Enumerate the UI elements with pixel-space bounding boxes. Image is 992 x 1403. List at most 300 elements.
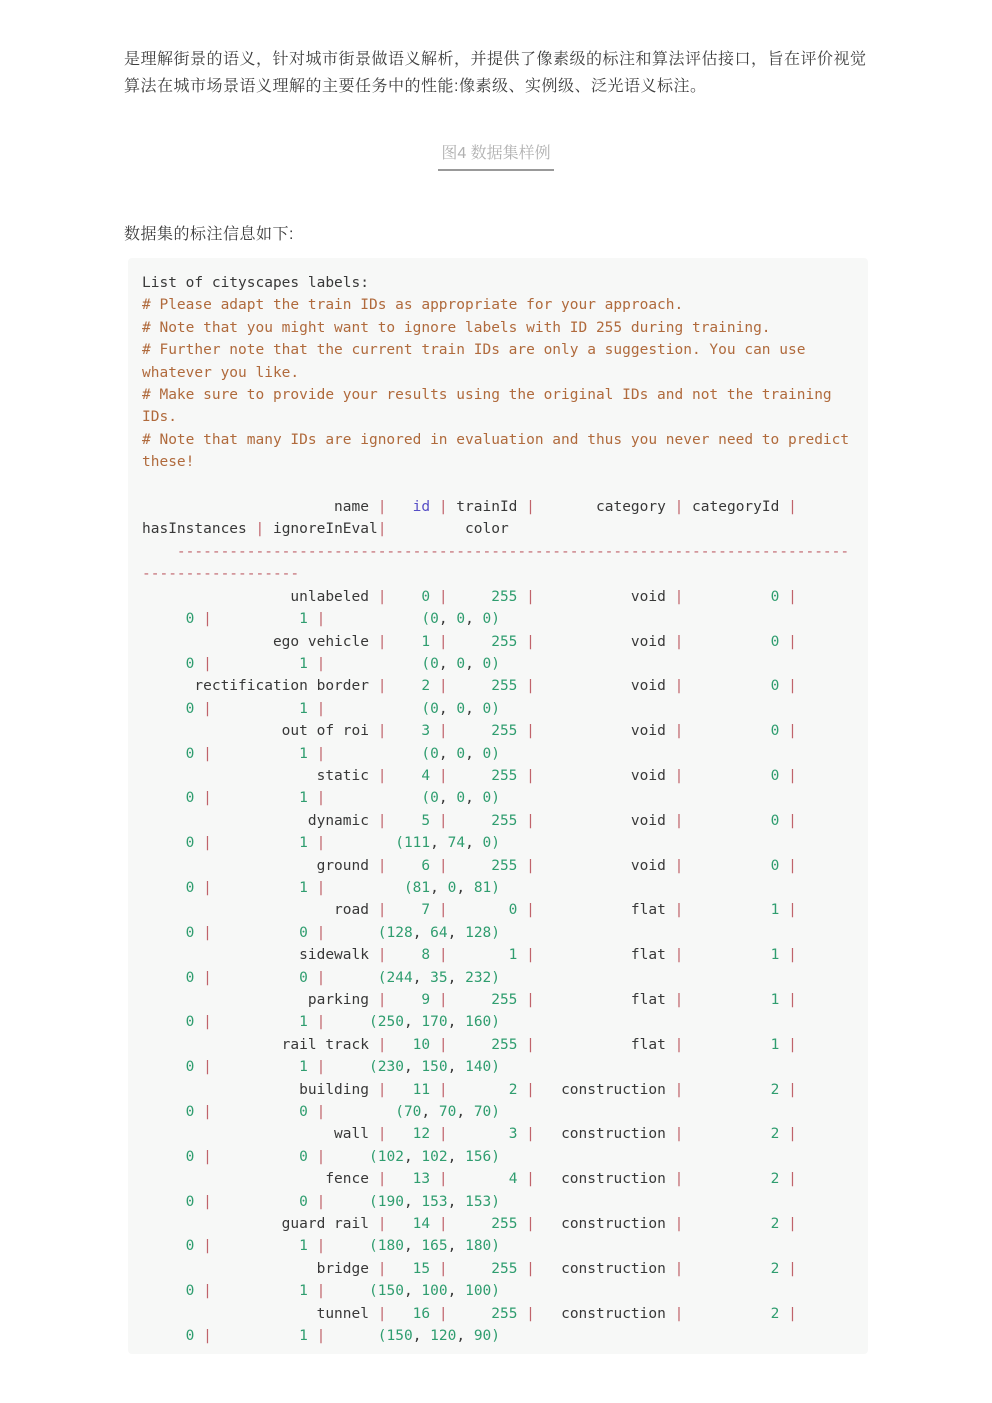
code-token-plain	[430, 589, 439, 605]
code-token-plain	[779, 992, 788, 1008]
code-token-delim: |	[377, 588, 387, 605]
code-token-plain	[194, 1283, 203, 1299]
code-token-delim: |	[526, 1081, 535, 1098]
code-token-delim: |	[674, 633, 684, 650]
code-token-number: 255	[491, 588, 518, 605]
code-token-number: 0	[299, 969, 308, 986]
code-token-plain	[212, 611, 299, 627]
code-token-plain	[448, 634, 492, 650]
code-token-number: 10	[412, 1036, 431, 1053]
code-token-number: 255	[491, 857, 518, 874]
code-token-plain: ,	[465, 700, 483, 717]
code-token-plain	[430, 678, 439, 694]
code-token-number: (190	[369, 1193, 404, 1210]
code-token-delim: |	[788, 812, 797, 829]
code-token-delim: |	[203, 745, 212, 762]
code-token-plain	[683, 1216, 770, 1232]
code-token-number: 0	[456, 655, 466, 672]
code-token-number: (0	[421, 611, 439, 628]
code-token-delim: |	[526, 678, 535, 695]
code-token-delim: |	[377, 499, 387, 516]
code-token-plain: ,	[447, 969, 466, 986]
code-token-plain	[517, 947, 526, 963]
code-token-comment: # Further note that the current train IDs are only a suggestion. You can use	[142, 342, 806, 359]
code-token-plain	[308, 790, 317, 806]
code-token-delim: |	[316, 1193, 326, 1210]
code-token-plain: ,	[465, 835, 483, 852]
code-token-plain	[325, 790, 421, 806]
code-token-plain	[386, 768, 421, 784]
code-token-plain: construction	[534, 1081, 675, 1098]
code-token-delim: |	[316, 655, 326, 672]
article-page	[124, 0, 868, 1354]
code-token-plain: ,	[456, 1104, 474, 1121]
code-token-number: 16	[412, 1305, 431, 1322]
code-token-plain: color	[386, 521, 509, 538]
code-token-plain	[308, 1014, 317, 1030]
code-token-plain	[142, 656, 186, 672]
code-token-number: 120	[430, 1328, 457, 1345]
code-token-delim: |	[316, 879, 326, 896]
code-token-delim: |	[316, 745, 326, 762]
code-token-number: 1	[299, 655, 308, 672]
code-token-plain	[430, 499, 439, 515]
code-token-delim: |	[788, 633, 797, 650]
code-token-number: 35	[430, 969, 448, 986]
code-token-number: 255	[491, 812, 518, 829]
code-token-plain	[430, 768, 439, 784]
code-token-plain: flat	[534, 992, 675, 1008]
code-token-plain	[517, 634, 526, 650]
code-token-delim: |	[438, 1036, 448, 1053]
code-token-plain: ignoreInEval	[264, 521, 378, 538]
code-token-delim: |	[674, 1171, 684, 1188]
code-token-delim: |	[788, 723, 797, 740]
code-token-delim: |	[377, 633, 387, 650]
code-token-plain	[779, 589, 788, 605]
code-token-plain: fence	[142, 1171, 378, 1188]
code-token-number: 0	[447, 879, 457, 896]
code-token-delim: |	[788, 857, 797, 874]
code-token-plain: ,	[403, 1059, 422, 1076]
code-token-plain	[517, 813, 526, 829]
code-token-delim: |	[377, 857, 387, 874]
code-token-plain	[517, 678, 526, 694]
code-token-plain: ,	[438, 790, 457, 807]
code-token-delim: |	[316, 835, 326, 852]
code-token-delim: |	[377, 767, 387, 784]
code-token-delim: |	[526, 588, 535, 605]
code-token-delim: |	[788, 902, 797, 919]
code-token-number: 0	[299, 1104, 308, 1121]
code-token-delim: |	[377, 947, 387, 964]
code-token-plain: List of cityscapes labels:	[142, 275, 369, 291]
code-token-delim: |	[377, 1171, 387, 1188]
code-token-plain	[779, 1171, 788, 1187]
code-token-plain	[142, 1238, 186, 1254]
code-token-delim: |	[438, 588, 448, 605]
code-token-plain	[308, 1238, 317, 1254]
code-token-delim: |	[377, 1126, 387, 1143]
code-token-delim: |	[316, 1059, 326, 1076]
code-token-plain	[386, 1082, 412, 1098]
code-token-delim: |	[526, 857, 535, 874]
code-token-plain	[386, 947, 421, 963]
code-token-number: (0	[421, 700, 439, 717]
code-token-number: 1	[299, 700, 308, 717]
code-token-delim: |	[255, 521, 265, 538]
code-token-plain	[212, 1104, 299, 1120]
code-token-plain	[194, 925, 203, 941]
code-token-delim: |	[674, 857, 684, 874]
code-token-number: 70)	[473, 1104, 501, 1121]
code-token-plain	[142, 925, 186, 941]
code-token-plain	[779, 858, 788, 874]
code-token-delim: |	[316, 924, 326, 941]
code-token-delim: |	[203, 655, 212, 672]
code-token-delim: |	[788, 1126, 797, 1143]
code-token-plain: ,	[447, 1283, 466, 1300]
code-token-plain	[194, 1104, 203, 1120]
code-token-number: 0)	[482, 700, 501, 717]
code-token-plain: categoryId	[683, 499, 789, 516]
code-token-plain: building	[142, 1081, 378, 1098]
code-token-plain	[448, 1037, 492, 1053]
code-token-plain	[325, 1104, 395, 1120]
code-token-plain: flat	[534, 902, 675, 919]
code-token-plain: void	[534, 588, 675, 605]
code-token-plain: rectification border	[142, 678, 378, 695]
code-token-plain: trainId	[447, 499, 527, 516]
code-token-number: 70	[438, 1104, 457, 1121]
code-token-plain	[212, 701, 299, 717]
code-token-number: 0	[770, 678, 780, 695]
code-token-plain	[430, 1306, 439, 1322]
code-token-delim: |	[438, 1305, 448, 1322]
code-token-plain	[194, 611, 203, 627]
code-token-number: 2	[770, 1260, 780, 1277]
code-token-delim: |	[674, 678, 684, 695]
code-token-delim: |	[316, 1148, 326, 1165]
code-token-number: 255	[491, 678, 518, 695]
code-token-number: 1	[770, 902, 780, 919]
code-token-number: 74	[447, 835, 466, 852]
code-token-plain: name	[142, 499, 378, 516]
code-token-plain	[683, 678, 770, 694]
code-token-delim: |	[316, 1238, 326, 1255]
code-token-number: (102	[369, 1148, 404, 1165]
code-token-delim: |	[788, 1260, 797, 1277]
code-token-delim: |	[526, 499, 535, 516]
code-token-plain: ,	[421, 1104, 439, 1121]
code-token-plain: static	[142, 767, 378, 784]
code-token-delim: |	[674, 723, 684, 740]
code-token-number: 0	[185, 655, 195, 672]
code-token-number: 128)	[465, 924, 501, 941]
code-token-delim: |	[526, 812, 535, 829]
code-token-plain	[517, 902, 526, 918]
code-token-plain	[194, 1059, 203, 1075]
code-token-plain	[779, 1082, 788, 1098]
code-token-delim: -----------------------------------------------------------------------------	[176, 543, 850, 560]
code-token-delim: |	[526, 947, 535, 964]
code-token-plain	[517, 1037, 526, 1053]
code-token-number: 90)	[473, 1328, 501, 1345]
code-token-number: 2	[508, 1081, 518, 1098]
code-token-delim: |	[788, 767, 797, 784]
code-token-plain	[683, 813, 770, 829]
code-token-plain	[386, 678, 421, 694]
code-token-delim: |	[788, 992, 797, 1008]
code-token-number: 255	[491, 633, 518, 650]
code-token-comment: IDs.	[142, 409, 177, 426]
code-token-delim: |	[674, 1260, 684, 1277]
code-token-number: 170	[421, 1014, 448, 1031]
code-token-plain	[142, 1194, 186, 1210]
code-token-plain: ,	[412, 1328, 431, 1345]
code-token-delim: |	[316, 1283, 326, 1300]
code-token-delim: |	[526, 1216, 535, 1233]
code-token-plain: ,	[403, 1148, 422, 1165]
code-token-plain	[308, 746, 317, 762]
code-token-plain	[386, 902, 421, 918]
code-token-delim: |	[438, 1126, 448, 1143]
code-token-number: 0	[770, 812, 780, 829]
code-token-plain	[448, 1261, 492, 1277]
code-token-plain	[683, 589, 770, 605]
code-token-delim: |	[203, 1283, 212, 1300]
code-token-plain	[308, 1194, 317, 1210]
code-token-plain	[325, 1238, 369, 1254]
code-token-number: 0	[770, 633, 780, 650]
code-token-delim: |	[438, 947, 448, 964]
code-token-plain	[448, 902, 509, 918]
code-token-plain	[308, 1149, 317, 1165]
code-token-plain	[430, 634, 439, 650]
code-token-delim: |	[674, 1081, 684, 1098]
code-token-plain: bridge	[142, 1260, 378, 1277]
code-token-delim: |	[674, 1126, 684, 1143]
code-token-number: 3	[508, 1126, 518, 1143]
code-token-plain: parking	[142, 992, 378, 1008]
code-token-delim: ------------------	[142, 566, 300, 583]
code-token-plain	[325, 970, 377, 986]
code-token-plain	[325, 1328, 377, 1344]
code-token-plain	[212, 925, 299, 941]
code-token-plain	[430, 992, 439, 1008]
code-token-plain: ,	[465, 655, 483, 672]
code-token-number: 165	[421, 1238, 448, 1255]
code-token-number: (180	[369, 1238, 404, 1255]
code-token-plain	[517, 1126, 526, 1142]
figure-caption: 图4 数据集样例	[438, 142, 553, 171]
code-token-number: 0	[185, 790, 195, 807]
code-token-number: 0	[421, 588, 431, 605]
code-token-number: 255	[491, 1260, 518, 1277]
code-token-delim: |	[438, 767, 448, 784]
code-token-delim: |	[377, 1305, 387, 1322]
code-token-plain	[308, 611, 317, 627]
code-token-number: 4	[421, 767, 431, 784]
code-token-number: 255	[491, 1216, 518, 1233]
code-token-plain	[683, 1037, 770, 1053]
code-token-plain: ,	[447, 1014, 466, 1031]
code-token-plain	[194, 656, 203, 672]
code-token-plain	[430, 1261, 439, 1277]
code-token-plain: ,	[403, 1193, 422, 1210]
code-token-number: 1	[508, 947, 518, 964]
code-token-delim: |	[438, 499, 448, 516]
code-token-number: 153)	[465, 1193, 501, 1210]
code-token-plain	[779, 902, 788, 918]
code-token-delim: |	[788, 499, 797, 516]
code-token-number: 2	[770, 1305, 780, 1322]
code-token-delim: |	[203, 790, 212, 807]
code-token-number: 64	[430, 924, 448, 941]
code-token-plain	[430, 813, 439, 829]
code-block	[128, 258, 868, 1354]
code-token-number: 255	[491, 723, 518, 740]
code-token-number: 0	[770, 767, 780, 784]
code-token-delim: |	[526, 723, 535, 740]
code-token-number: (244	[377, 969, 413, 986]
code-token-number: 0	[185, 924, 195, 941]
code-token-comment: # Please adapt the train IDs as appropriate for your approach.	[142, 297, 684, 314]
code-token-plain	[212, 880, 299, 896]
code-token-plain	[448, 947, 509, 963]
code-token-delim: |	[377, 723, 387, 740]
code-token-plain: ,	[447, 1193, 466, 1210]
code-token-delim: |	[203, 879, 212, 896]
code-token-delim: |	[674, 499, 684, 516]
code-token-plain	[194, 880, 203, 896]
code-token-number: 0	[299, 924, 308, 941]
code-token-plain: ,	[456, 879, 474, 896]
code-token-delim: |	[316, 700, 326, 717]
code-token-plain	[386, 1216, 412, 1232]
code-token-number: 0)	[482, 835, 501, 852]
code-token-number: 0	[185, 700, 195, 717]
code-token-plain	[386, 1261, 412, 1277]
code-token-plain	[194, 746, 203, 762]
code-token-number: (70	[395, 1104, 422, 1121]
code-token-plain	[212, 790, 299, 806]
code-token-number: 0)	[482, 655, 501, 672]
code-token-plain	[212, 1238, 299, 1254]
code-token-delim: |	[316, 1104, 326, 1121]
code-token-comment: whatever you like.	[142, 364, 300, 381]
code-token-delim: |	[674, 812, 684, 829]
code-token-plain: void	[534, 857, 675, 874]
code-token-plain	[386, 813, 421, 829]
code-content	[142, 272, 854, 1348]
code-token-number: 2	[770, 1126, 780, 1143]
code-token-plain	[194, 1328, 203, 1344]
code-token-plain	[779, 947, 788, 963]
code-token-plain: ,	[447, 924, 466, 941]
code-token-plain: ,	[412, 924, 431, 941]
code-token-plain	[142, 1059, 186, 1075]
code-token-plain: void	[534, 633, 675, 650]
code-token-plain	[308, 656, 317, 672]
code-token-plain	[212, 970, 299, 986]
code-token-delim: |	[788, 1216, 797, 1233]
code-token-delim: |	[203, 1193, 212, 1210]
code-token-number: 1	[299, 835, 308, 852]
code-token-plain	[517, 589, 526, 605]
code-token-plain	[517, 768, 526, 784]
code-token-plain	[683, 1171, 770, 1187]
code-token-number: 153	[421, 1193, 448, 1210]
code-token-plain: ,	[430, 835, 448, 852]
code-token-plain	[779, 634, 788, 650]
code-token-number: 5	[421, 812, 431, 829]
code-token-number: (250	[369, 1014, 404, 1031]
code-token-delim: |	[788, 678, 797, 695]
code-token-plain: tunnel	[142, 1305, 378, 1322]
body-paragraph: 是理解街景的语义，针对城市街景做语义解析，并提供了像素级的标注和算法评估接口，旨在评价视觉算法在城市场景语义理解的主要任务中的性能:像素级、实例级、泛光语义标注。	[124, 51, 867, 95]
code-token-plain: sidewalk	[142, 947, 378, 964]
code-token-plain: construction	[534, 1260, 675, 1277]
code-token-number: 0	[185, 1283, 195, 1300]
code-token-plain	[212, 1014, 299, 1030]
code-token-delim: |	[788, 1036, 797, 1053]
code-token-delim: |	[203, 969, 212, 986]
code-token-number: 0	[770, 588, 780, 605]
code-token-plain: ,	[438, 611, 457, 628]
code-token-plain	[142, 746, 186, 762]
code-token-plain: guard rail	[142, 1216, 378, 1233]
code-token-number: (81	[403, 879, 431, 896]
code-token-plain	[142, 790, 186, 806]
code-token-number: 0	[508, 902, 518, 919]
annotation-intro: 数据集的标注信息如下:	[124, 226, 294, 243]
code-token-plain	[779, 1306, 788, 1322]
code-token-plain	[683, 723, 770, 739]
code-token-delim: |	[438, 1081, 448, 1098]
code-token-delim: |	[674, 588, 684, 605]
code-token-number: 0	[185, 1193, 195, 1210]
code-token-delim: |	[788, 588, 797, 605]
code-token-number: 0	[185, 1148, 195, 1165]
code-token-delim: |	[438, 633, 448, 650]
code-token-comment: # Make sure to provide your results using the original IDs and not the training	[142, 387, 832, 404]
code-token-number: 0	[770, 857, 780, 874]
code-token-delim: |	[788, 1081, 797, 1098]
code-token-plain	[308, 1328, 317, 1344]
code-token-plain	[325, 701, 421, 717]
code-token-number: 0	[185, 611, 195, 628]
code-token-number: 13	[412, 1171, 431, 1188]
code-token-plain	[194, 1149, 203, 1165]
code-token-plain	[517, 992, 526, 1008]
code-token-delim: |	[674, 947, 684, 964]
code-token-plain: ,	[403, 1014, 422, 1031]
code-token-plain: hasInstances	[142, 521, 256, 538]
code-token-number: 255	[491, 767, 518, 784]
code-token-number: 4	[508, 1171, 518, 1188]
code-token-delim: |	[438, 857, 448, 874]
code-token-delim: |	[377, 1260, 387, 1277]
code-token-plain: dynamic	[142, 812, 378, 829]
code-token-delim: |	[316, 969, 326, 986]
code-token-delim: |	[788, 1171, 797, 1188]
code-token-number: 1	[299, 1238, 308, 1255]
code-token-plain	[325, 1149, 369, 1165]
code-token-number: 1	[299, 611, 308, 628]
code-token-plain: unlabeled	[142, 588, 378, 605]
code-token-plain	[194, 1194, 203, 1210]
